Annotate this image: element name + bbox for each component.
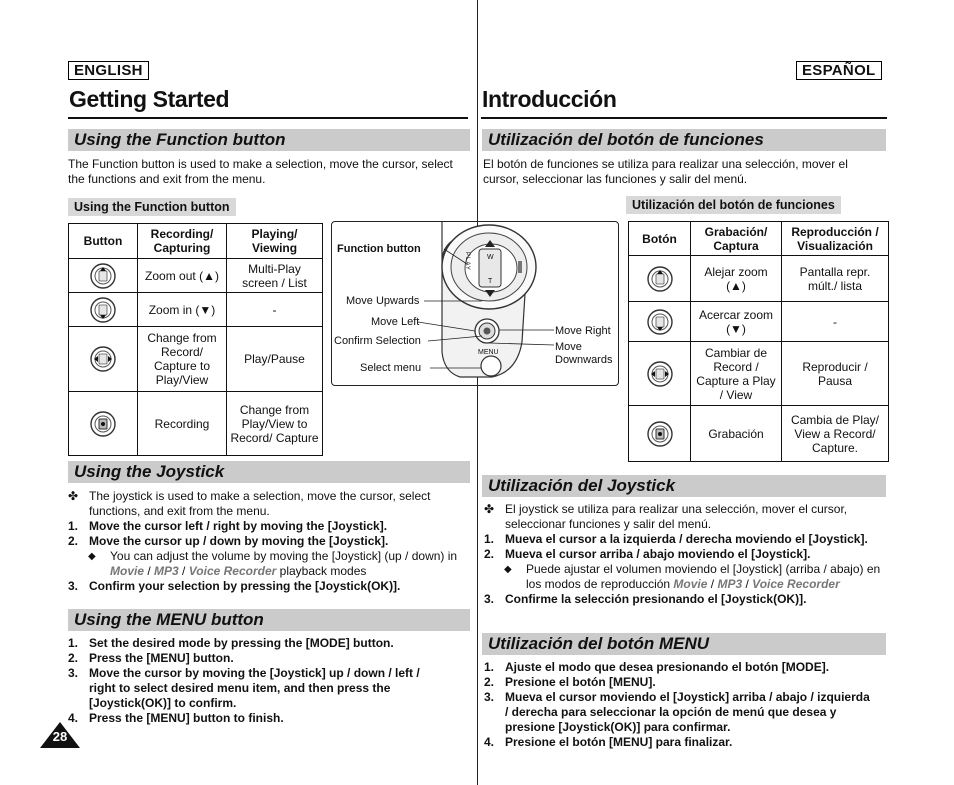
- joystick-left-right-icon: [646, 360, 674, 388]
- function-button-description: The Function button is used to make a selection, move the cursor, select the functions and exit from the menu.: [68, 157, 453, 186]
- cell-playing: Change from Play/View to Record/ Capture: [227, 392, 323, 456]
- cross-bullet-icon: ✤: [68, 489, 79, 503]
- joystick-press-icon: [646, 420, 674, 448]
- menu-instructions: 1. Set the desired mode by pressing the [MODE] button. 2. Press the [MENU] button. 3. Move the cursor by moving the [Joystick] up / down / left / right to select desired menu item, and then press the [Joystick(OK)] to confirm. 4. Press the [MENU] button to finish.: [68, 636, 420, 725]
- t-label: T: [488, 278, 493, 285]
- joystick-intro: The joystick is used to make a selection, move the cursor, select functions, and exit from the menu.: [89, 489, 431, 518]
- mode-mp3: MP3: [154, 564, 179, 578]
- cell-reproduccion: Reproducir / Pausa: [782, 342, 889, 406]
- page-title-english: Getting Started: [69, 86, 230, 112]
- joystick-instructions: ✤ The joystick is used to make a selection, move the cursor, select functions, and exit from the menu. 1. Move the cursor left / right by moving the [Joystick]. 2. Move the cursor up / down by moving the [Joystick]. ◆ You can adjust the volume by moving the [Joystick] (up / down) in Movie / MP3 / Voice Recorder playback modes 3. Confirm your selection by pressing the [Joystick(OK)].: [68, 489, 458, 593]
- diamond-bullet-icon: ◆: [88, 551, 96, 562]
- joystick-up-icon: [646, 265, 674, 293]
- label-select-menu: Select menu: [360, 362, 422, 374]
- step-text: Confirm your selection by pressing the [Joystick(OK)].: [89, 579, 401, 593]
- table-caption-es: Utilización del botón de funciones: [626, 196, 841, 214]
- step-text: Mueva el cursor moviendo el [Joystick] arriba / abajo / izquierda / derecha para seleccionar la opción de menú que desea y presione [Joystick(OK)] para confirmar.: [505, 690, 870, 734]
- menu-label: MENU: [478, 349, 499, 356]
- joystick-up-icon: [89, 262, 117, 290]
- table-row: [629, 256, 889, 302]
- mode-voice-recorder: Voice Recorder: [188, 564, 277, 578]
- cell-playing: -: [227, 293, 323, 327]
- table-header: Botón: [629, 222, 691, 256]
- table-header: Recording/ Capturing: [138, 224, 227, 259]
- diamond-bullet-icon: ◆: [504, 564, 512, 575]
- table-row: [69, 392, 323, 456]
- label-move-right: Move Right: [555, 325, 611, 337]
- w-label: W: [487, 254, 494, 261]
- table-row: [629, 302, 889, 342]
- cell-grabacion: Cambiar de Record / Capture a Play / View: [691, 342, 782, 406]
- step-text: Mueva el cursor arriba / abajo moviendo el [Joystick].: [505, 547, 811, 561]
- table-header: Button: [69, 224, 138, 259]
- step-text: Confirme la selección presionando el [Joystick(OK)].: [505, 592, 807, 606]
- language-label-english: ENGLISH: [68, 61, 149, 80]
- joystick-diagram: [331, 221, 619, 386]
- cell-recording: Change from Record/ Capture to Play/View: [138, 327, 227, 392]
- section-heading-joystick-es: Utilización del Joystick: [482, 475, 886, 497]
- table-row: [629, 342, 889, 406]
- cell-grabacion: Acercar zoom (▼): [691, 302, 782, 342]
- section-heading-joystick: Using the Joystick: [68, 461, 470, 483]
- cell-recording: Zoom out (▲): [138, 259, 227, 293]
- step-text: Presione el botón [MENU] para finalizar.: [505, 735, 733, 749]
- label-move-upwards: Move Upwards: [346, 295, 420, 307]
- table-caption: Using the Function button: [68, 198, 236, 216]
- language-label-spanish: ESPAÑOL: [796, 61, 882, 80]
- function-table-en: [68, 223, 323, 456]
- step-text: Press the [MENU] button.: [89, 651, 234, 665]
- column-divider: [477, 0, 478, 785]
- step-text: Presione el botón [MENU].: [505, 675, 656, 689]
- label-move-downwards: Move Downwards: [555, 341, 613, 366]
- joystick-down-icon: [89, 296, 117, 324]
- cell-grabacion: Grabación: [691, 406, 782, 462]
- cross-bullet-icon: ✤: [484, 502, 495, 516]
- function-table-es: [628, 221, 889, 462]
- table-header: Playing/ Viewing: [227, 224, 323, 259]
- step-text: Ajuste el modo que desea presionando el botón [MODE].: [505, 660, 830, 674]
- label-function-button: Function button: [337, 243, 421, 255]
- table-header: Reproducción / Visualización: [782, 222, 889, 256]
- table-row: [69, 259, 323, 293]
- section-heading-botón-funciones: Utilización del botón de funciones: [482, 129, 886, 151]
- mode-movie: Movie: [110, 564, 145, 578]
- joystick-press-icon: [89, 410, 117, 438]
- menu-instructions-es: 1. Ajuste el modo que desea presionando el botón [MODE]. 2. Presione el botón [MENU]. 3. Mueva el cursor moviendo el [Joystick] arriba / abajo / izquierda / derecha para seleccionar la opción de menú que desea y presione [Joystick(OK)] para confirmar. 4. Presione el botón [MENU] para finalizar.: [484, 660, 870, 749]
- joystick-instructions-es: ✤ El joystick se utiliza para realizar una selección, mover el cursor, seleccionar funciones y salir del menú. 1. Mueva el cursor a la izquierda / derecha moviendo el [Joystick]. 2. Mueva el cursor arriba / abajo moviendo el [Joystick]. ◆ Puede ajustar el volumen moviendo el [Joystick] (arriba / abajo) en los modos de reproducción Movie / MP3 / Voice Recorder 3. Confirme la selección presionando el [Joystick(OK)].: [484, 502, 881, 606]
- cell-reproduccion: Cambia de Play/ View a Record/ Capture.: [782, 406, 889, 462]
- cell-playing: Multi-Play screen / List: [227, 259, 323, 293]
- table-row: [629, 406, 889, 462]
- joystick-left-right-icon: [89, 345, 117, 373]
- section-heading-menu-button: Using the MENU button: [68, 609, 470, 631]
- table-row: [69, 293, 323, 327]
- function-button-description-es: El botón de funciones se utiliza para realizar una selección, mover el cursor, seleccionar las funciones y salir del menú.: [483, 157, 848, 186]
- cell-playing: Play/Pause: [227, 327, 323, 392]
- label-move-left: Move Left: [371, 316, 420, 328]
- cell-reproduccion: Pantalla repr. múlt./ lista: [782, 256, 889, 302]
- bullet-text-end: playback modes: [276, 564, 367, 578]
- mode-voice-recorder: Voice Recorder: [752, 577, 840, 591]
- table-row: [69, 327, 323, 392]
- section-heading-menu-es: Utilización del botón MENU: [482, 633, 886, 655]
- step-text: Move the cursor left / right by moving the [Joystick].: [89, 519, 388, 533]
- step-text: Move the cursor by moving the [Joystick] up / down / left / right to select desired menu item, and then press the [Joystick(OK)] to confirm.: [89, 666, 420, 710]
- step-text: Press the [MENU] button to finish.: [89, 711, 284, 725]
- page-title-spanish: Introducción: [482, 86, 617, 112]
- step-text: Set the desired mode by pressing the [MODE] button.: [89, 636, 394, 650]
- bullet-text: You can adjust the volume by moving the [Joystick] (up / down) in: [110, 549, 458, 563]
- table-header: Grabación/ Captura: [691, 222, 782, 256]
- step-text: Mueva el cursor a la izquierda / derecha moviendo el [Joystick].: [505, 532, 868, 546]
- cell-reproduccion: -: [782, 302, 889, 342]
- bullet-text: Puede ajustar el volumen moviendo el [Joystick] (arriba / abajo) en los modos de reproducción: [526, 562, 881, 591]
- step-text: Move the cursor up / down by moving the [Joystick].: [89, 534, 389, 548]
- joystick-intro-es: El joystick se utiliza para realizar una selección, mover el cursor, seleccionar funciones y salir del menú.: [505, 502, 848, 531]
- title-rule: [68, 117, 468, 119]
- label-confirm-selection: Confirm Selection: [334, 335, 421, 347]
- cell-recording: Zoom in (▼): [138, 293, 227, 327]
- section-heading-function-button: Using the Function button: [68, 129, 470, 151]
- cell-grabacion: Alejar zoom (▲): [691, 256, 782, 302]
- joystick-down-icon: [646, 308, 674, 336]
- title-rule: [481, 117, 887, 119]
- mode-movie: Movie: [673, 577, 708, 591]
- play-label: PLAY: [464, 252, 470, 271]
- mode-mp3: MP3: [717, 577, 743, 591]
- cell-recording: Recording: [138, 392, 227, 456]
- page-number: 28: [52, 729, 68, 744]
